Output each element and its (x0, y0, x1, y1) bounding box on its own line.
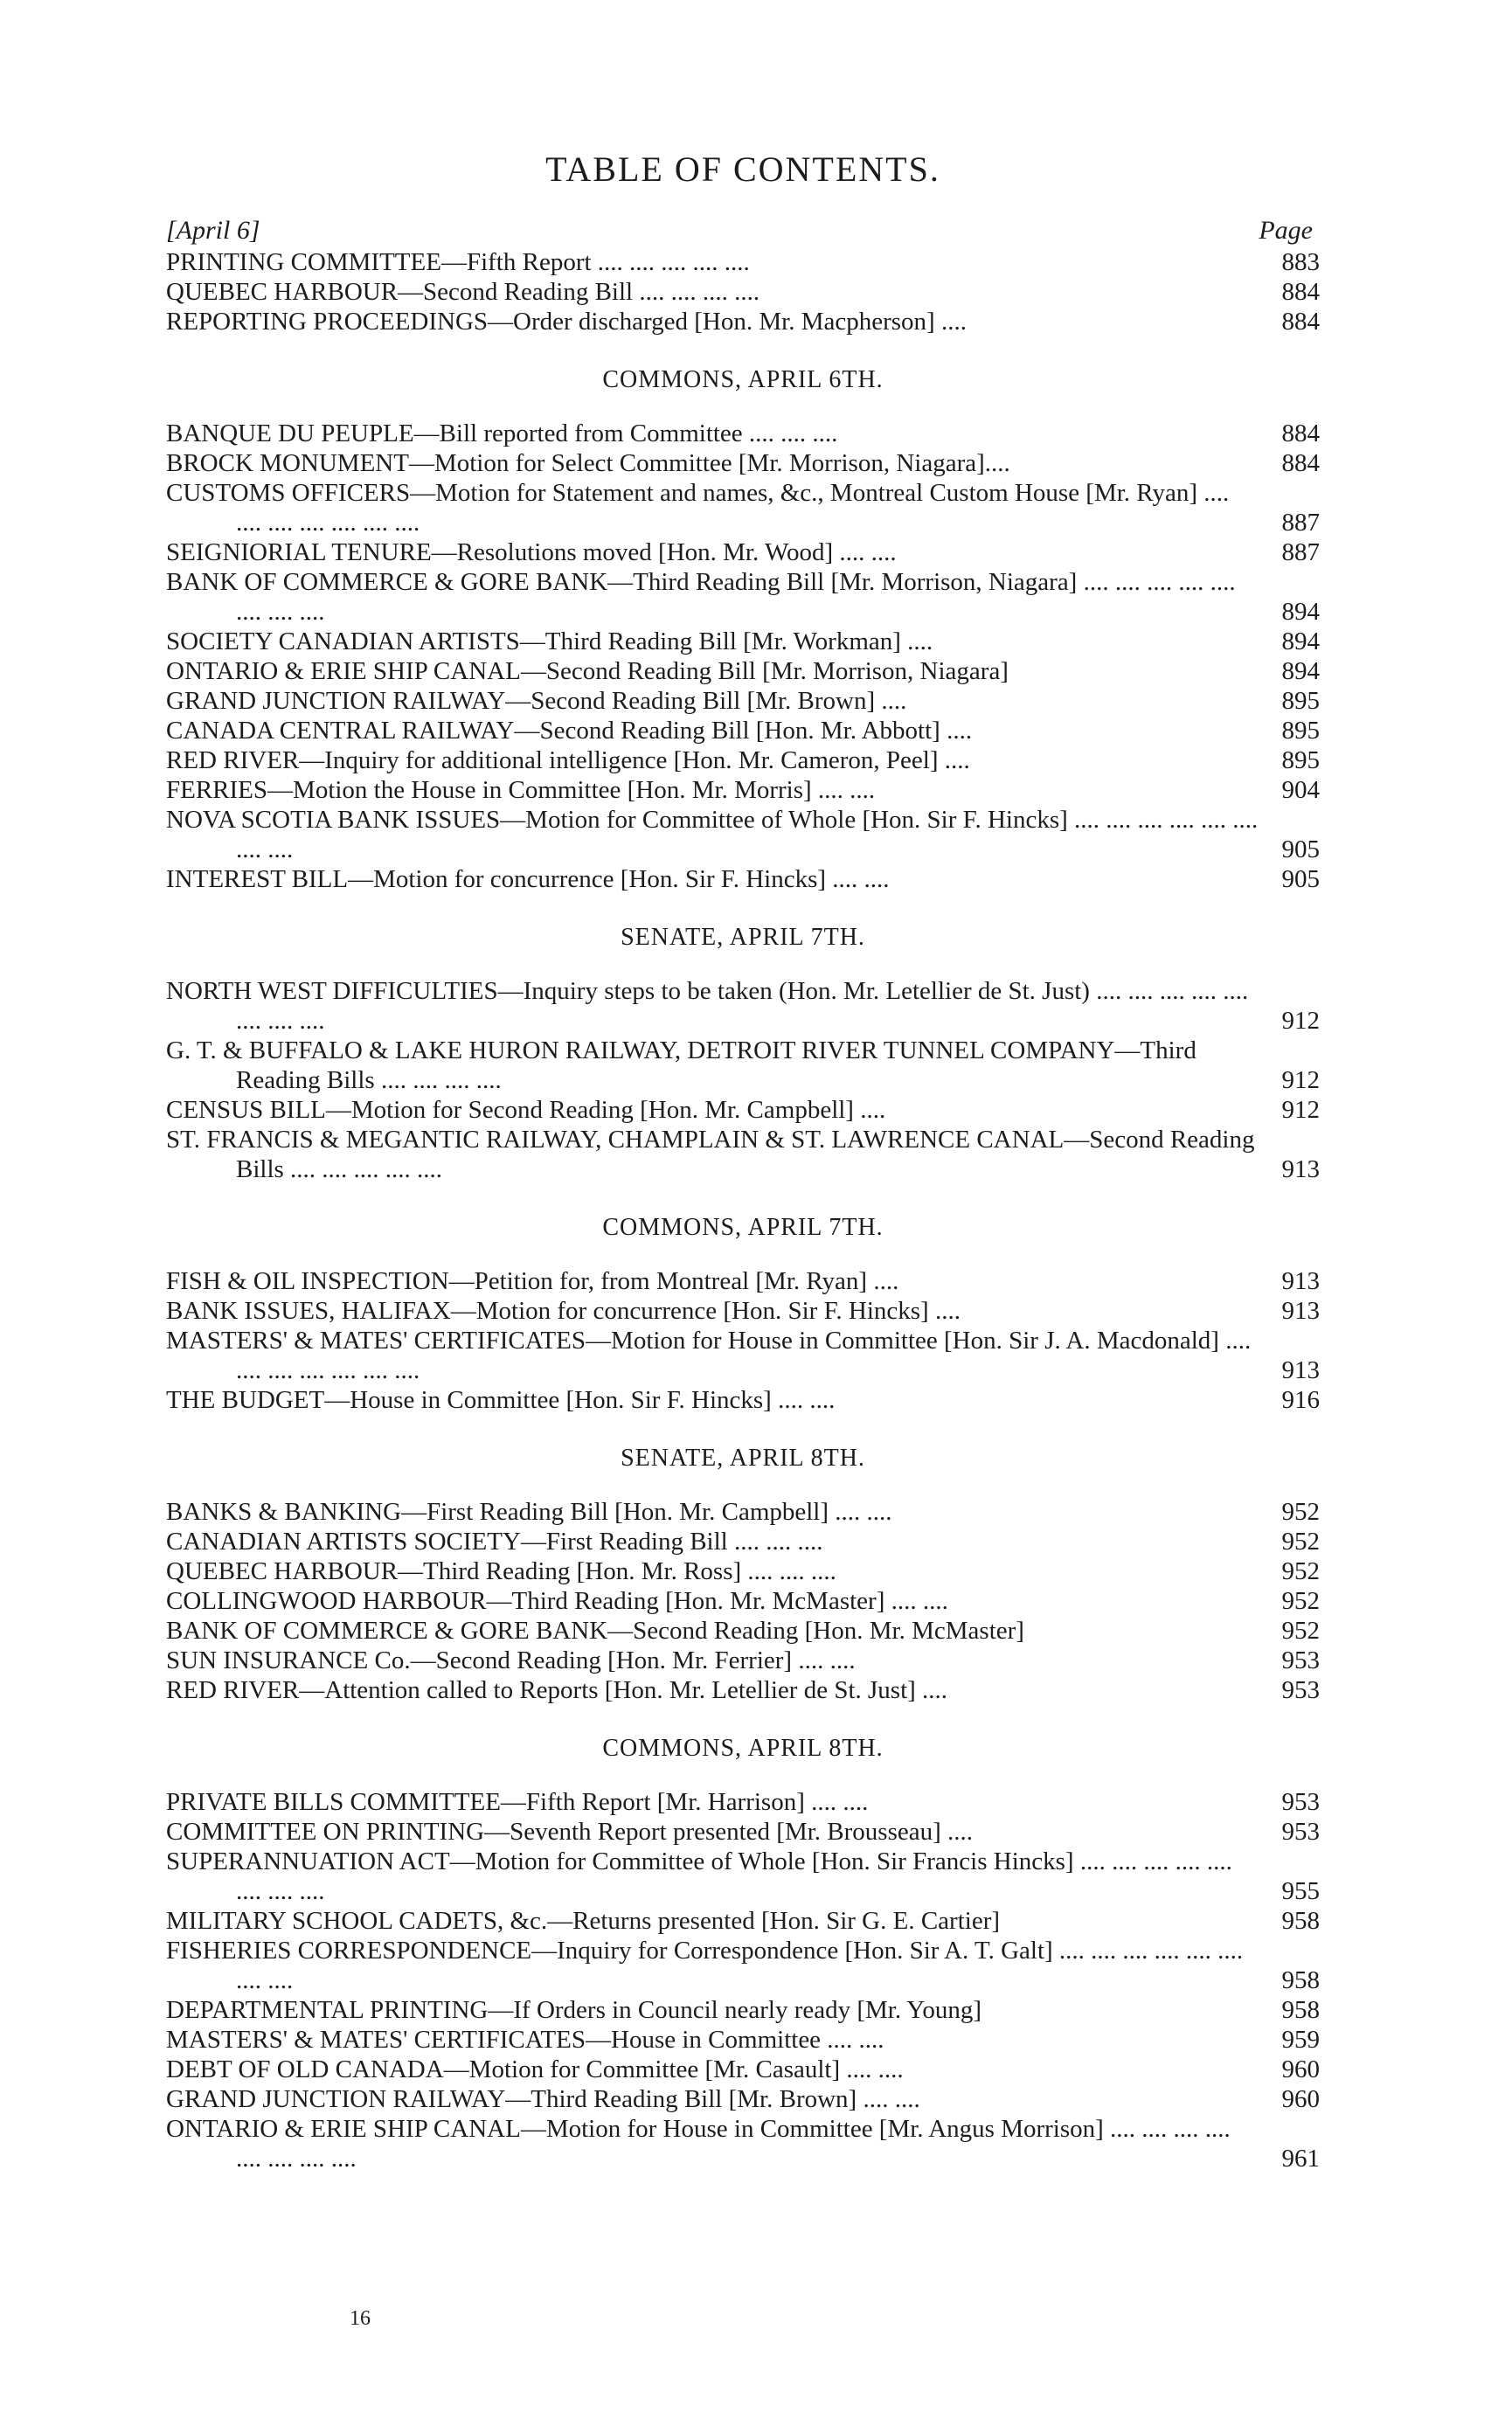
toc-section (166, 1735, 1320, 2173)
toc-entry (166, 1906, 1320, 1936)
entry-page-number: 953 (1281, 1646, 1320, 1674)
entry-page-number: 958 (1281, 1966, 1320, 1994)
entry-text: SEIGNIORIAL TENURE—Resolutions moved [Hon. Mr. Wood] .... .... (166, 538, 897, 566)
toc-entry (166, 1296, 1320, 1326)
toc-section (166, 1214, 1320, 1415)
entry-text: NORTH WEST DIFFICULTIES—Inquiry steps to be taken (Hon. Mr. Letellier de St. Just) .... .... .... .... .... .... .... .... (166, 977, 1249, 1035)
entry-text: SOCIETY CANADIAN ARTISTS—Third Reading Bill [Mr. Workman] .... (166, 627, 933, 655)
entry-page-number: 913 (1281, 1267, 1320, 1295)
entry-text: REPORTING PROCEEDINGS—Order discharged [Hon. Mr. Macpherson] .... (166, 308, 967, 336)
entry-page-number: 952 (1281, 1528, 1320, 1556)
entry-page-number: 960 (1281, 2055, 1320, 2083)
entry-text: CANADA CENTRAL RAILWAY—Second Reading Bill [Hon. Mr. Abbott] .... (166, 717, 973, 745)
entry-page-number: 952 (1281, 1557, 1320, 1585)
entry-page-number: 958 (1281, 1996, 1320, 2024)
page-title: TABLE OF CONTENTS. (545, 149, 940, 189)
date-note: [April 6] (166, 216, 260, 245)
toc-entry (166, 1497, 1320, 1527)
section-heading: COMMONS, APRIL 6TH. (602, 366, 884, 393)
entry-text: NOVA SCOTIA BANK ISSUES—Motion for Committee of Whole [Hon. Sir F. Hincks] .... .... .... .... .... .... .... .... (166, 806, 1259, 863)
entry-page-number: 887 (1281, 538, 1320, 566)
entry-page-number: 952 (1281, 1617, 1320, 1645)
section-heading: SENATE, APRIL 7TH. (621, 924, 865, 951)
entry-page-number: 959 (1281, 2026, 1320, 2054)
toc-entry (166, 419, 1320, 448)
toc-entry (166, 656, 1320, 686)
entry-text: ST. FRANCIS & MEGANTIC RAILWAY, CHAMPLAIN & ST. LAWRENCE CANAL—Second Reading Bills .... .... .... .... .... (166, 1126, 1255, 1183)
entry-page-number: 887 (1281, 509, 1320, 537)
toc-sections (166, 247, 1320, 2173)
section-heading: COMMONS, APRIL 7TH. (602, 1214, 884, 1241)
toc-section (166, 924, 1320, 1184)
entry-page-number: 953 (1281, 1676, 1320, 1704)
toc-section (166, 247, 1320, 336)
toc-entry (166, 567, 1320, 627)
entry-page-number: 884 (1281, 419, 1320, 447)
toc-entry (166, 537, 1320, 567)
entry-page-number: 884 (1281, 278, 1320, 306)
entry-text: ONTARIO & ERIE SHIP CANAL—Second Reading Bill [Mr. Morrison, Niagara] (166, 657, 1009, 685)
entry-text: PRIVATE BILLS COMMITTEE—Fifth Report [Mr. Harrison] .... .... (166, 1788, 869, 1816)
entry-page-number: 884 (1281, 308, 1320, 336)
toc-entry (166, 1125, 1320, 1184)
toc-entry (166, 627, 1320, 656)
toc-entry (166, 1036, 1320, 1095)
entry-page-number: 960 (1281, 2085, 1320, 2113)
entry-text: BANK OF COMMERCE & GORE BANK—Second Reading [Hon. Mr. McMaster] (166, 1617, 1024, 1645)
toc-entry (166, 2114, 1320, 2173)
entry-text: CENSUS BILL—Motion for Second Reading [Hon. Mr. Campbell] .... (166, 1096, 886, 1124)
toc-entry (166, 1847, 1320, 1906)
toc-section (166, 1445, 1320, 1705)
entry-page-number: 913 (1281, 1356, 1320, 1384)
section-heading: COMMONS, APRIL 8TH. (602, 1735, 884, 1762)
toc-entry (166, 1586, 1320, 1616)
toc-entry (166, 2084, 1320, 2114)
toc-entry (166, 307, 1320, 336)
entry-page-number: 952 (1281, 1498, 1320, 1526)
entry-page-number: 955 (1281, 1877, 1320, 1905)
entry-text: BANK ISSUES, HALIFAX—Motion for concurrence [Hon. Sir F. Hincks] .... (166, 1297, 961, 1325)
entry-page-number: 883 (1281, 248, 1320, 276)
toc-entry (166, 1787, 1320, 1817)
toc-entry (166, 1675, 1320, 1705)
entry-text: COMMITTEE ON PRINTING—Seventh Report presented [Mr. Brousseau] .... (166, 1818, 974, 1846)
entry-page-number: 912 (1281, 1007, 1320, 1035)
entry-page-number: 913 (1281, 1297, 1320, 1325)
toc-entry (166, 1556, 1320, 1586)
section-heading: SENATE, APRIL 8TH. (621, 1445, 865, 1472)
entry-page-number: 961 (1281, 2145, 1320, 2173)
entry-page-number: 953 (1281, 1788, 1320, 1816)
toc-entry (166, 864, 1320, 894)
toc-entry (166, 1646, 1320, 1675)
entry-page-number: 912 (1281, 1096, 1320, 1124)
entry-text: PRINTING COMMITTEE—Fifth Report .... .... .... .... .... (166, 248, 750, 276)
entry-text: BANQUE DU PEUPLE—Bill reported from Committee .... .... .... (166, 419, 838, 447)
footer-page-number: 16 (350, 2307, 371, 2330)
toc-entry (166, 775, 1320, 805)
entry-text: QUEBEC HARBOUR—Second Reading Bill .... .... .... .... (166, 278, 760, 306)
toc-entry (166, 448, 1320, 478)
entry-text: MASTERS' & MATES' CERTIFICATES—Motion for House in Committee [Hon. Sir J. A. Macdonald] .... .... .... .... .... .... .... (166, 1327, 1252, 1384)
entry-page-number: 904 (1281, 776, 1320, 804)
entry-text: BANK OF COMMERCE & GORE BANK—Third Reading Bill [Mr. Morrison, Niagara] .... .... .... .... .... .... .... .... (166, 568, 1236, 626)
entry-text: FISH & OIL INSPECTION—Petition for, from Montreal [Mr. Ryan] .... (166, 1267, 899, 1295)
entry-text: SUPERANNUATION ACT—Motion for Committee of Whole [Hon. Sir Francis Hincks] .... .... .... .... .... .... .... .... (166, 1847, 1232, 1905)
toc-entry (166, 976, 1320, 1036)
entry-text: MASTERS' & MATES' CERTIFICATES—House in Committee .... .... (166, 2026, 884, 2054)
toc-entry (166, 1095, 1320, 1125)
toc-header-row (166, 216, 1320, 247)
toc-entry (166, 1385, 1320, 1415)
toc-entry (166, 1995, 1320, 2025)
entry-page-number: 912 (1281, 1066, 1320, 1094)
entry-text: FISHERIES CORRESPONDENCE—Inquiry for Correspondence [Hon. Sir A. T. Galt] .... .... .... .... .... .... .... .... (166, 1937, 1244, 1994)
entry-text: CANADIAN ARTISTS SOCIETY—First Reading Bill .... .... .... (166, 1528, 823, 1556)
toc-entry (166, 716, 1320, 745)
entry-page-number: 895 (1281, 687, 1320, 715)
entry-text: MILITARY SCHOOL CADETS, &c.—Returns presented [Hon. Sir G. E. Cartier] (166, 1907, 1001, 1935)
entry-page-number: 953 (1281, 1818, 1320, 1846)
entry-text: QUEBEC HARBOUR—Third Reading [Hon. Mr. Ross] .... .... .... (166, 1557, 836, 1585)
toc-entry (166, 1527, 1320, 1556)
entry-page-number: 884 (1281, 449, 1320, 477)
toc-entry (166, 1936, 1320, 1995)
entry-text: FERRIES—Motion the House in Committee [Hon. Mr. Morris] .... .... (166, 776, 876, 804)
entry-text: DEPARTMENTAL PRINTING—If Orders in Council nearly ready [Mr. Young] (166, 1996, 981, 2024)
entry-text: CUSTOMS OFFICERS—Motion for Statement and names, &c., Montreal Custom House [Mr. Ryan] .... .... .... .... .... .... .... (166, 479, 1230, 537)
toc-entry (166, 805, 1320, 864)
entry-page-number: 952 (1281, 1587, 1320, 1615)
toc-entry (166, 1817, 1320, 1847)
toc-entry (166, 277, 1320, 307)
entry-page-number: 905 (1281, 835, 1320, 863)
toc-section (166, 366, 1320, 894)
entry-text: RED RIVER—Inquiry for additional intelligence [Hon. Mr. Cameron, Peel] .... (166, 746, 970, 774)
entry-text: BROCK MONUMENT—Motion for Select Committee [Mr. Morrison, Niagara].... (166, 449, 1010, 477)
toc-entry (166, 1616, 1320, 1646)
entry-text: GRAND JUNCTION RAILWAY—Second Reading Bill [Mr. Brown] .... (166, 687, 907, 715)
toc-entry (166, 1326, 1320, 1385)
toc-entry (166, 745, 1320, 775)
entry-text: G. T. & BUFFALO & LAKE HURON RAILWAY, DETROIT RIVER TUNNEL COMPANY—Third Reading Bills .... .... .... .... (166, 1036, 1196, 1094)
entry-page-number: 895 (1281, 746, 1320, 774)
entry-page-number: 894 (1281, 657, 1320, 685)
entry-text: ONTARIO & ERIE SHIP CANAL—Motion for House in Committee [Mr. Angus Morrison] .... .... .... .... .... .... .... .... (166, 2115, 1231, 2173)
entry-page-number: 916 (1281, 1386, 1320, 1414)
entry-page-number: 913 (1281, 1155, 1320, 1183)
entry-text: COLLINGWOOD HARBOUR—Third Reading [Hon. Mr. McMaster] .... .... (166, 1587, 948, 1615)
entry-text: DEBT OF OLD CANADA—Motion for Committee [Mr. Casault] .... .... (166, 2055, 904, 2083)
entry-text: INTEREST BILL—Motion for concurrence [Hon. Sir F. Hincks] .... .... (166, 865, 890, 893)
entry-text: BANKS & BANKING—First Reading Bill [Hon. Mr. Campbell] .... .... (166, 1498, 892, 1526)
page-column-label: Page (1259, 216, 1313, 245)
entry-text: GRAND JUNCTION RAILWAY—Third Reading Bill [Mr. Brown] .... .... (166, 2085, 920, 2113)
entry-text: THE BUDGET—House in Committee [Hon. Sir F. Hincks] .... .... (166, 1386, 836, 1414)
toc-entry (166, 2055, 1320, 2084)
entry-page-number: 905 (1281, 865, 1320, 893)
toc-entry (166, 686, 1320, 716)
entry-page-number: 894 (1281, 627, 1320, 655)
toc-entry (166, 1266, 1320, 1296)
toc-entry (166, 2025, 1320, 2055)
toc-entry (166, 247, 1320, 277)
toc-entry (166, 478, 1320, 537)
entry-page-number: 895 (1281, 717, 1320, 745)
entry-text: SUN INSURANCE Co.—Second Reading [Hon. Mr. Ferrier] .... .... (166, 1646, 856, 1674)
entry-text: RED RIVER—Attention called to Reports [Hon. Mr. Letellier de St. Just] .... (166, 1676, 948, 1704)
entry-page-number: 894 (1281, 598, 1320, 626)
entry-page-number: 958 (1281, 1907, 1320, 1935)
